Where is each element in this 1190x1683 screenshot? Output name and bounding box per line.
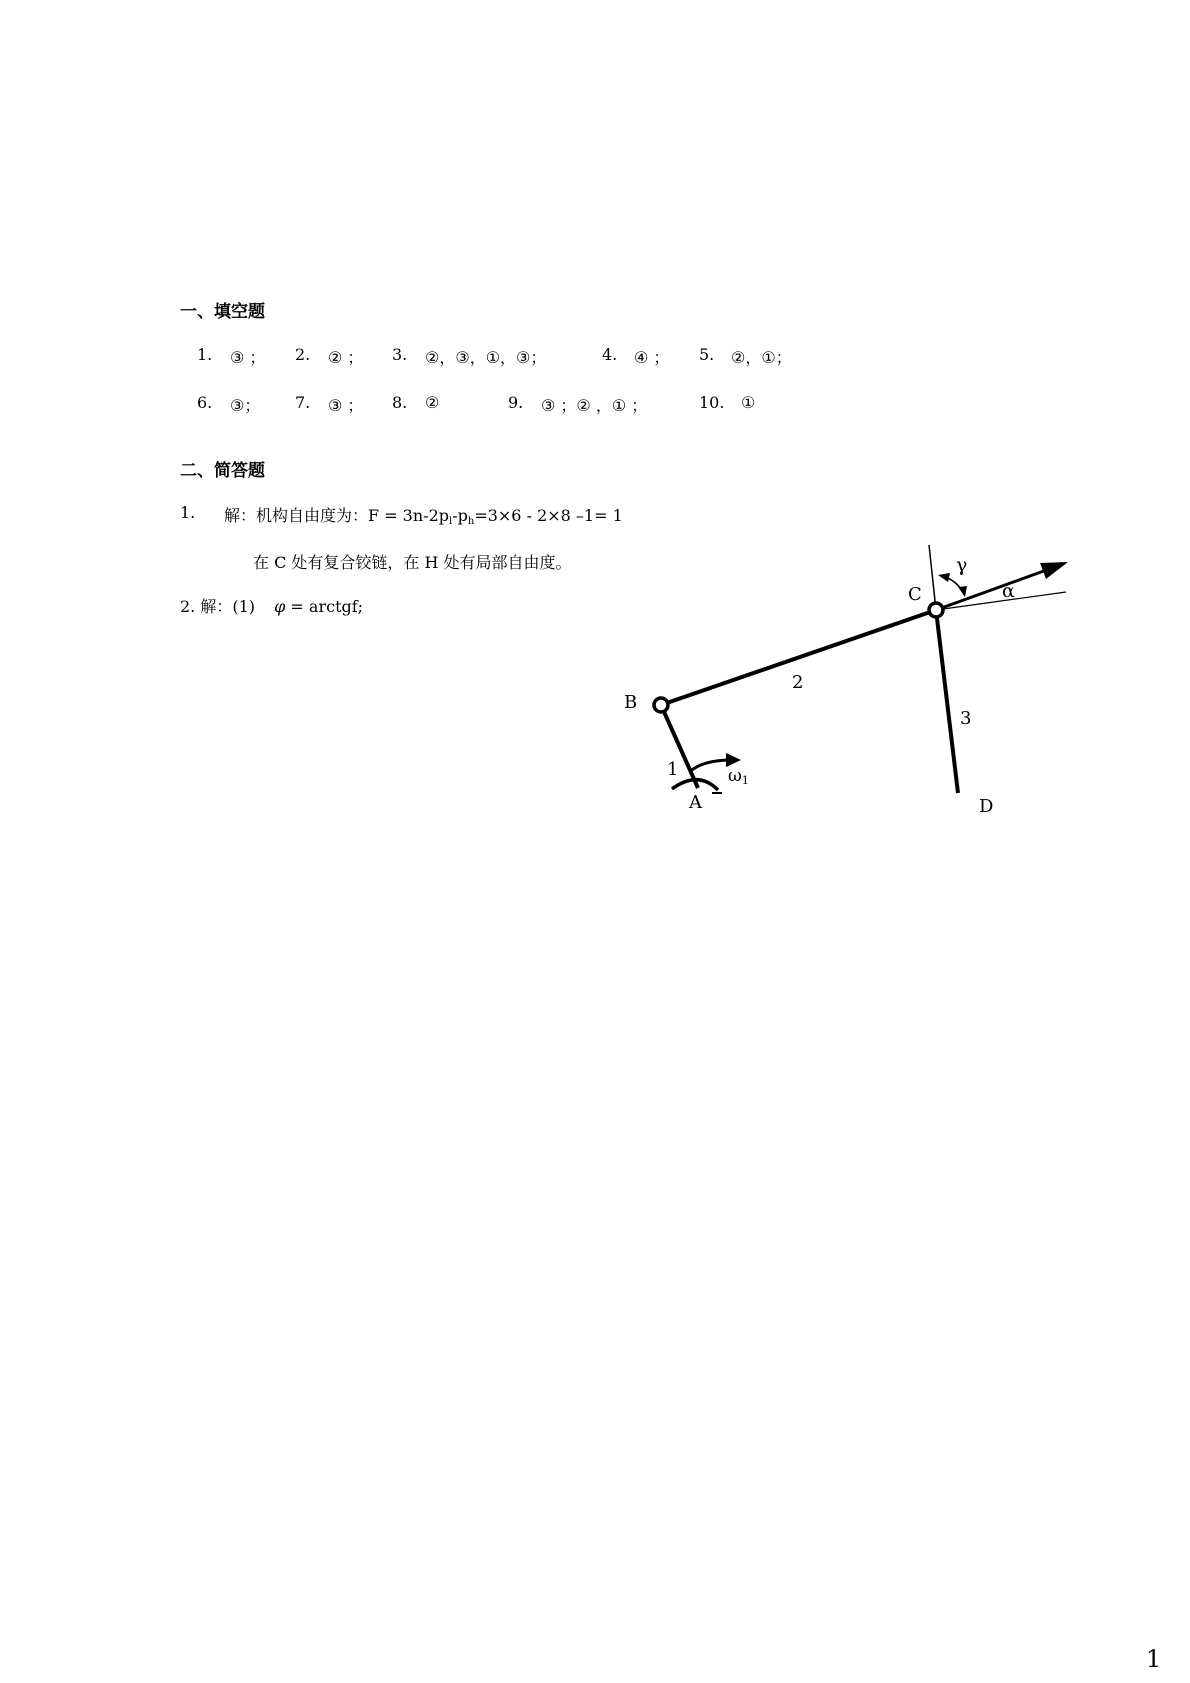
answer-value: ③ ；② ，① ；: [541, 396, 648, 415]
label-b: B: [624, 692, 638, 713]
answer-value: ②: [425, 393, 440, 412]
force-line: [936, 592, 1066, 610]
answer-value: ③ ；: [230, 348, 266, 367]
answer-number: 9.: [508, 393, 524, 412]
omega-arrowhead: [726, 753, 741, 767]
page-number: 1: [1146, 1645, 1162, 1673]
label-a: A: [689, 792, 702, 813]
answer-value: ①: [741, 393, 756, 412]
question2-prefix: 2. 解：(1): [180, 597, 256, 616]
answer-number: 3.: [392, 345, 408, 364]
question2-suffix: = arctgf;: [290, 597, 364, 616]
joint-c: [929, 603, 943, 617]
velocity-line: [936, 568, 1052, 610]
question1-note: 在 C 处有复合铰链，在 H 处有局部自由度。: [253, 553, 572, 572]
label-link-3: 3: [960, 708, 972, 729]
joint-b: [654, 698, 668, 712]
gamma-arrowhead-left: [938, 573, 950, 582]
label-gamma: γ: [956, 554, 968, 576]
link-3-extension: [929, 545, 936, 610]
answer-value: ③；: [230, 396, 261, 415]
section1-title: 一、填空题: [180, 302, 265, 322]
answer-number: 10.: [699, 393, 725, 412]
answer-value: ④ ；: [634, 348, 670, 367]
label-link-2: 2: [792, 672, 804, 693]
answer-value: ②，①；: [731, 348, 792, 367]
answer-number: 2.: [295, 345, 311, 364]
omega-subscript: 1: [741, 774, 749, 787]
label-link-1: 1: [667, 759, 679, 780]
label-omega: [728, 766, 749, 787]
gamma-arrowhead-right: [958, 586, 967, 597]
answer-number: 4.: [602, 345, 618, 364]
subscript-l: l: [449, 516, 453, 527]
label-c: C: [908, 584, 922, 605]
label-alpha: α: [1002, 580, 1015, 602]
answer-value: ② ；: [328, 348, 364, 367]
formula-prefix: 解：机构自由度为：F = 3n-2p: [224, 506, 449, 525]
question1-number: 1.: [180, 503, 196, 522]
answer-number: 6.: [197, 393, 213, 412]
answer-value: ③ ；: [328, 396, 364, 415]
answer-number: 8.: [392, 393, 408, 412]
answer-number: 5.: [699, 345, 715, 364]
velocity-arrowhead: [1040, 562, 1068, 579]
formula-suffix: =3×6 - 2×8 –1= 1: [474, 506, 623, 525]
formula-mid: -p: [452, 506, 468, 525]
phi-symbol: φ: [274, 597, 286, 616]
answer-value: ②，③，①，③；: [425, 348, 547, 367]
label-d: D: [979, 796, 994, 817]
answer-number: 1.: [197, 345, 213, 364]
subscript-h: h: [467, 516, 475, 527]
answer-number: 7.: [295, 393, 311, 412]
section2-title: 二、简答题: [180, 461, 265, 481]
link-3: [936, 610, 958, 793]
omega-symbol: ω: [728, 766, 742, 786]
